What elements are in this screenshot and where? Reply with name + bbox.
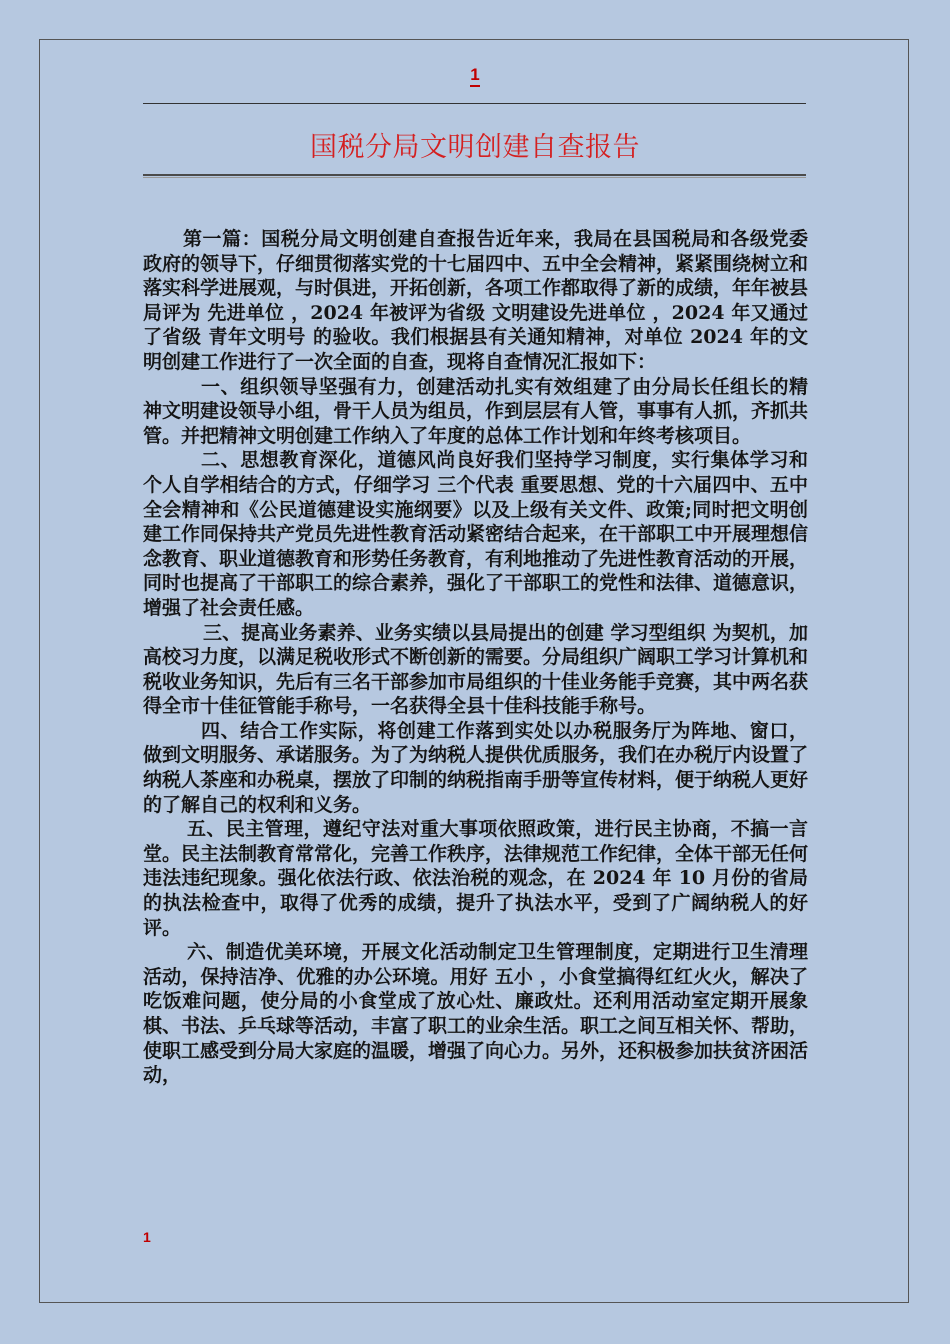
header-divider xyxy=(143,103,806,104)
document-body xyxy=(143,227,808,1088)
title-divider xyxy=(143,174,806,176)
header-page-number-underline xyxy=(470,85,480,87)
title-divider-shadow xyxy=(143,177,806,178)
paragraph-section-3: 三、提高业务素养、业务实绩以县局提出的创建 学习型组织 为契机，加高校习力度，以满足税收形式不断创新的需要。分局组织广阔职工学习计算机和税收业务知识，先后有三名干部参加市局组织的十佳业务能手竞赛，其中两名获得全市十佳征管能手称号，一名获得全县十佳科技能手称号。 xyxy=(143,621,809,718)
paragraph-section-6: 六、制造优美环境，开展文化活动制定卫生管理制度，定期进行卫生清理活动，保持洁净、优雅的办公环境。用好 五小 ，小食堂搞得红红火火，解决了吃饭难问题，使分局的小食堂成了放心灶、廉政灶。还利用活动室定期开展象棋、书法、乒乓球等活动，丰富了职工的业余生活。职工之间互相关怀、帮助，使职工感受到分局大家庭的温暖，增强了向心力。另外，还积极参加扶贫济困活动， xyxy=(143,941,809,1087)
header-page-number: 1 xyxy=(470,65,480,84)
footer-page-number: 1 xyxy=(143,1229,151,1245)
paragraph-intro: 第一篇：国税分局文明创建自查报告近年来，我局在县国税局和各级党委政府的领导下，仔细贯彻落实党的十七届四中、五中全会精神，紧紧围绕树立和落实科学进展观，与时俱进，开拓创新，各项工作都取得了新的成绩，年年被县局评为 先进单位 ，2024 年被评为省级 文明建设先进单位 ，2024 年又通过了省级 青年文明号 的验收。我们根据县有关通知精神，对单位 2024 年的文明创建工作进行了一次全面的自查，现将自查情况汇报如下： xyxy=(143,228,809,373)
document-title: 国税分局文明创建自查报告 xyxy=(310,132,640,163)
paragraph-section-5: 五、民主管理，遵纪守法对重大事项依照政策，进行民主协商，不搞一言堂。民主法制教育常常化，完善工作秩序，法律规范工作纪律，全体干部无任何违法违纪现象。强化依法行政、依法治税的观念，在 2024 年 10 月份的省局的执法检查中，取得了优秀的成绩，提升了执法水平，受到了广阔纳税人的好评。 xyxy=(143,818,809,939)
paragraph-section-1: 一、组织领导坚强有力，创建活动扎实有效组建了由分局长任组长的精神文明建设领导小组，骨干人员为组员，作到层层有人管，事事有人抓，齐抓共管。并把精神文明创建工作纳入了年度的总体工作计划和年终考核项目。 xyxy=(143,375,809,447)
paragraph-section-2: 二、思想教育深化，道德风尚良好我们坚持学习制度，实行集体学习和个人自学相结合的方式，仔细学习 三个代表 重要思想、党的十六届四中、五中全会精神和《公民道德建设实施纲要》以及上级有关文件、政策;同时把文明创建工作同保持共产党员先进性教育活动紧密结合起来，在干部职工中开展理想信念教育、职业道德教育和形势任务教育，有利地推动了先进性教育活动的开展，同时也提高了干部职工的综合素养，强化了干部职工的党性和法律、道德意识，增强了社会责任感。 xyxy=(143,449,809,619)
paragraph-section-4: 四、结合工作实际，将创建工作落到实处以办税服务厅为阵地、窗口，做到文明服务、承诺服务。为了为纳税人提供优质服务，我们在办税厅内设置了纳税人茶座和办税桌，摆放了印制的纳税指南手册等宣传材料，便于纳税人更好的了解自己的权利和义务。 xyxy=(143,719,809,816)
